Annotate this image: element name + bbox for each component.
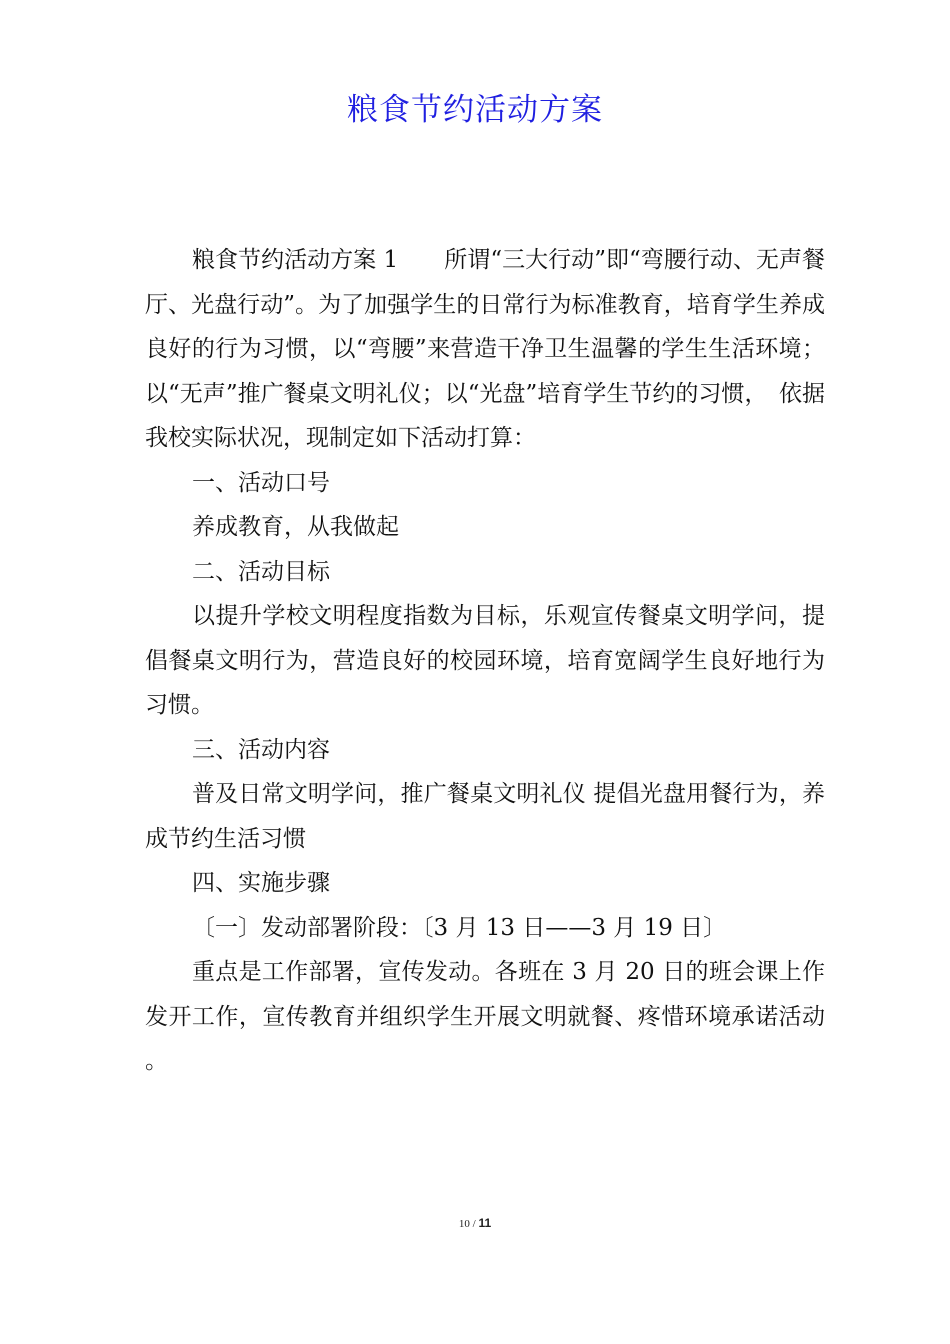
- total-pages: 11: [478, 1216, 492, 1230]
- paragraph-step-one: 〔一〕发动部署阶段：〔3 月 13 日——3 月 19 日〕: [192, 914, 727, 941]
- current-page: 10: [458, 1218, 470, 1230]
- paragraph-content: 普及日常文明学问，推广餐桌文明礼仪 提倡光盘用餐行为，养成节约生活习惯: [145, 781, 825, 852]
- heading-slogan: 一、活动口号: [192, 469, 330, 496]
- heading-goal: 二、活动目标: [192, 558, 330, 585]
- paragraph-step-one-detail: 重点是工作部署，宣传发动。各班在 3 月 20 日的班会课上作发开工作，宣传教育并组织学生开展文明就餐、疼惜环境承诺活动 。: [145, 959, 825, 1074]
- paragraph-intro: 粮食节约活动方案 1 所谓“三大行动”即“弯腰行动、无声餐厅、光盘行动”。为了加强学生的日常行为标准教育，培育学生养成良好的行为习惯，以“弯腰”来营造干净卫生温馨的学生生活环境；以“无声”推广餐桌文明礼仪；以“光盘”培育学生节约的习惯， 依据我校实际状况，现制定如下活动打算：: [145, 247, 825, 451]
- paragraph-goal: 以提升学校文明程度指数为目标，乐观宣传餐桌文明学问，提倡餐桌文明行为，营造良好的校园环境，培育宽阔学生良好地行为习惯。: [145, 603, 825, 718]
- paragraph-slogan: 养成教育，从我做起: [192, 514, 399, 540]
- page-number: [0, 1216, 950, 1230]
- heading-steps: 四、实施步骤: [192, 870, 330, 896]
- heading-content: 三、活动内容: [192, 736, 330, 763]
- page-separator: /: [472, 1218, 476, 1230]
- document-body: [145, 238, 825, 1084]
- document-title: 粮食节约活动方案: [347, 92, 603, 128]
